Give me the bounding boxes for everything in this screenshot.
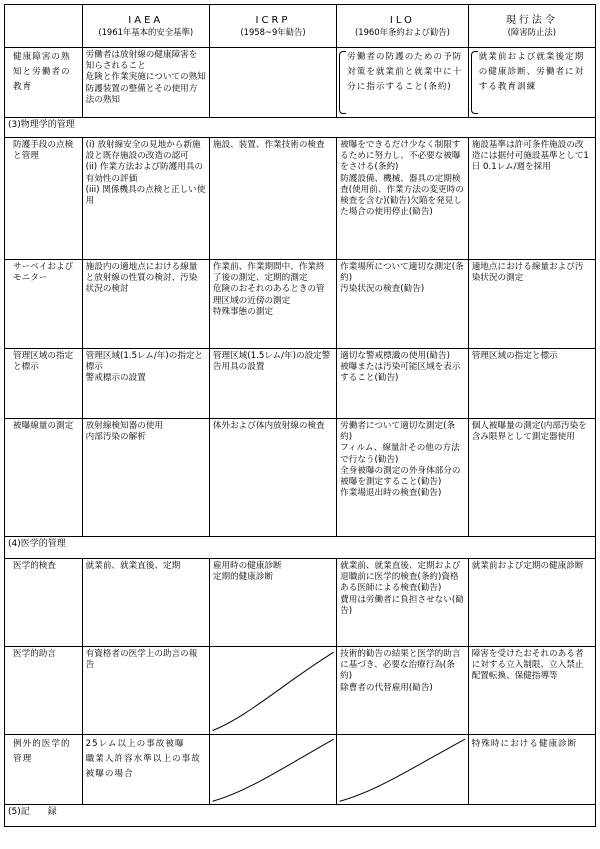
cell-text: (i) 放射線安全の見地から新施設と既存施設の改造の認可 — [85, 140, 201, 162]
row-label: 例外的医学的管理 — [5, 735, 83, 805]
cell-text: 職業人許容水準以上の事故被曝の場合 — [85, 754, 201, 779]
cell-iaea — [82, 559, 209, 647]
table-row — [5, 349, 596, 419]
cell-text: 労働者の防護のための予防対策を就業前と就業中に十分に指示すること(条約) — [347, 52, 463, 92]
cell-icrp — [209, 48, 336, 118]
section-heading-physical: (3)物理学的管理 — [5, 118, 596, 138]
cell-text: 施設内の適地点における線量と放射線の性質の検討、汚染状況の検討 — [85, 262, 198, 295]
cell-iaea — [82, 647, 209, 735]
cell-iaea — [82, 48, 209, 118]
cell-law — [468, 419, 595, 537]
cell-ilo — [337, 138, 469, 260]
brace-mark — [471, 51, 478, 114]
brace-mark — [339, 51, 346, 114]
header-law-name: 現行法令 — [505, 15, 558, 27]
cell-text: 作業場退出時の検査(勧告) — [340, 488, 442, 499]
cell-ilo — [337, 260, 469, 349]
cell-text: 技術的勧告の結果と医学的助言に基づき、必要な治療行為(条約) — [340, 649, 461, 682]
header-law — [468, 5, 595, 48]
table-row — [5, 419, 596, 537]
row-label: 医学的検査 — [5, 559, 83, 647]
cell-text: 体外および体内放射線の検査 — [212, 421, 325, 431]
cell-text: 労働者について適切な測定(条約) — [340, 421, 456, 443]
table-row — [5, 138, 596, 260]
cell-text: 雇用時の健康診断 — [212, 561, 282, 571]
header-iaea — [82, 5, 209, 48]
section-heading-medical: (4)医学的管理 — [5, 537, 596, 559]
row-label: サーベイおよびモニター — [5, 260, 83, 349]
cell-text: 施設、装置、作業技術の検査 — [212, 140, 325, 150]
table-row — [5, 48, 596, 118]
cell-text: (ii) 作業方法および防護用具の有効性の評価 — [85, 162, 203, 184]
header-iaea-name: IAEA — [128, 15, 164, 27]
table-row — [5, 559, 596, 647]
cell-iaea — [82, 349, 209, 419]
cell-text: 作業前、作業期間中、作業終了後の測定、定期的測定 — [212, 262, 325, 284]
header-icrp — [209, 5, 336, 48]
cell-text: (iii) 関係機具の点検と正しい使用 — [85, 184, 206, 207]
cell-icrp-empty — [209, 647, 336, 735]
cell-text: 就業前および定期の健康診断 — [471, 561, 584, 571]
row-label: 被曝線量の測定 — [5, 419, 83, 537]
table-row — [5, 647, 596, 735]
cell-iaea — [82, 260, 209, 349]
cell-icrp — [209, 419, 336, 537]
cell-text: 作業場所について適切な測定(条約) — [340, 262, 464, 284]
header-ilo-sub: (1960年条約および勧告) — [354, 26, 450, 37]
cell-text: フィルム、線量計その他の方法で行なう(勧告) — [340, 443, 460, 465]
cell-icrp — [209, 260, 336, 349]
cell-text: 管理区域(1.5レム/年)の設定警告用具の設置 — [212, 351, 331, 373]
diagonal-line — [337, 735, 468, 804]
cell-text: 汚染状況の検査(勧告) — [340, 284, 425, 295]
row-label: 医学的助言 — [5, 647, 83, 735]
cell-ilo — [337, 349, 469, 419]
diagonal-line — [210, 647, 336, 734]
row-label: 管理区域の指定と標示 — [5, 349, 83, 419]
cell-text: 就業前および就業後定期の健康診断、労働者に対する教育訓練 — [478, 52, 585, 92]
header-ilo — [337, 5, 469, 48]
cell-law — [468, 349, 595, 419]
table-row — [5, 735, 596, 805]
section-row — [5, 805, 596, 827]
regulation-comparison-table — [4, 4, 596, 827]
cell-iaea — [82, 419, 209, 537]
cell-text: 個人被曝量の測定(内部汚染を含み限界として測定器使用 — [471, 421, 587, 443]
section-heading-records: (5)記 録 — [5, 805, 596, 827]
cell-text: 被曝をできるだけ少なく制限するために努力し、不必要な被曝をさける(条約) — [340, 140, 461, 173]
cell-text: 費用は労働者に負担させない(勧告) — [340, 594, 464, 616]
cell-law — [468, 735, 595, 805]
cell-text: 危険と作業実施についての熟知 — [85, 72, 206, 83]
header-blank-cell — [5, 5, 83, 48]
cell-icrp-empty — [209, 735, 336, 805]
cell-text: 内部汚染の解析 — [85, 432, 146, 443]
cell-icrp — [209, 138, 336, 260]
cell-text: 適切な警戒標識の使用(勧告) — [340, 351, 450, 361]
cell-ilo — [337, 647, 469, 735]
cell-ilo — [337, 559, 469, 647]
cell-text: 管理区域の指定と標示 — [471, 351, 558, 361]
cell-text: 防護設備、機械、器具の定期検査(使用前、作業方法の変更時の検査を含む)(勧告)欠陥を発見した場合の使用停止(勧告) — [340, 173, 464, 218]
section-row — [5, 537, 596, 559]
row-label: 健康障害の熟知と労働者の教育 — [5, 48, 83, 118]
cell-text: 施設基準は許可条件施設の改造には据付可施設基準として1日 0.1レム/週を採用 — [471, 140, 589, 173]
row-label: 防護手段の点検と管理 — [5, 138, 83, 260]
cell-iaea — [82, 735, 209, 805]
cell-law — [468, 260, 595, 349]
cell-iaea — [82, 138, 209, 260]
header-iaea-sub: (1961年基本的安全基準) — [98, 26, 194, 37]
cell-text: 除曹者の代替雇用(勧告) — [340, 682, 433, 693]
cell-law — [468, 559, 595, 647]
cell-text: 25レム以上の事故被曝 — [85, 739, 185, 749]
cell-text: 被曝または汚染可能区域を表示すること(勧告) — [340, 362, 461, 384]
section-row — [5, 118, 596, 138]
cell-icrp — [209, 349, 336, 419]
cell-text: 障害を受けたおそれのある者に対する立入制限、立入禁止配置転換、保健指導等 — [471, 649, 584, 682]
header-icrp-name: ICRP — [255, 15, 291, 27]
header-row — [5, 5, 596, 48]
header-icrp-sub: (1958~9年勧告) — [240, 26, 306, 37]
cell-text: 危険のおそれのあるときの管理区域の近傍の測定 — [212, 284, 325, 306]
diagonal-line — [210, 735, 336, 804]
cell-text: 就業前、就業直後、定期および退職前に医学的検査(条約)資格ある医師による検査(勧告) — [340, 561, 461, 594]
cell-text: 就業前、就業直後、定期 — [85, 561, 181, 571]
cell-text: 適地点における線量および汚染状況の測定 — [471, 262, 584, 284]
cell-ilo — [337, 48, 469, 118]
cell-text: 警戒標示の設置 — [85, 373, 146, 384]
header-law-sub: (障害防止法) — [507, 26, 557, 37]
cell-text: 管理区域(1.5レム/年)の指定と標示 — [85, 351, 204, 373]
cell-ilo — [337, 419, 469, 537]
cell-text: 特殊時における健康診断 — [471, 739, 578, 749]
cell-icrp — [209, 559, 336, 647]
document-page — [4, 4, 596, 827]
cell-law — [468, 138, 595, 260]
header-ilo-name: ILO — [389, 15, 415, 27]
cell-text: 特殊事態の測定 — [212, 306, 274, 317]
cell-law — [468, 647, 595, 735]
cell-text: 防護装置の整備とその使用方法の熟知 — [85, 83, 198, 105]
cell-ilo-empty — [337, 735, 469, 805]
cell-text: 全身被曝の測定の外身体部分の被曝を測定すること(勧告) — [340, 465, 461, 488]
cell-text: 放射線検知器の使用 — [85, 421, 163, 431]
table-row — [5, 260, 596, 349]
cell-text: 定期的健康診断 — [212, 572, 274, 583]
cell-law — [468, 48, 595, 118]
cell-text: 労働者は放射線の健康障害を知らされること — [85, 50, 198, 72]
cell-text: 有資格者の医学上の助言の報告 — [85, 649, 198, 671]
